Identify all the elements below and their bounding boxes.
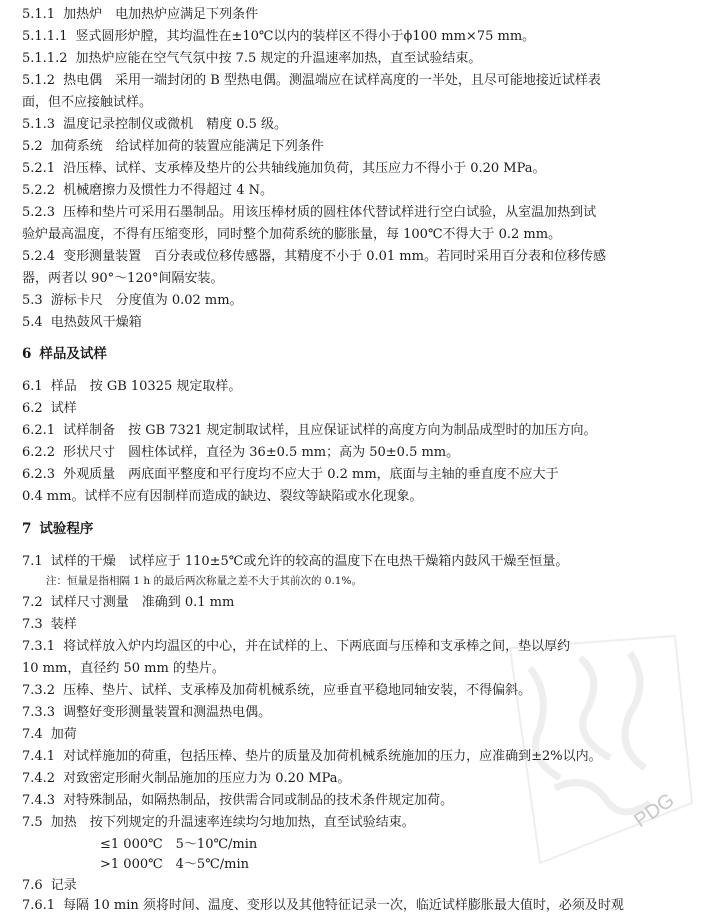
section-heading-6: [22, 345, 107, 363]
clause-continuation: 10 mm，直径约 50 mm 的垫片。: [22, 661, 225, 676]
clause-text: 调整好变形测量装置和测温热电偶。: [63, 705, 272, 720]
clause-7-3-2: [22, 682, 531, 700]
clause-number: 6.2: [22, 401, 43, 416]
clause-text: 游标卡尺 分度值为 0.02 mm。: [50, 293, 243, 308]
clause-number: 7.5: [22, 815, 43, 830]
clause-number: 7.1: [22, 554, 43, 569]
clause-number: 7.4.2: [22, 771, 56, 786]
clause-text: 变形测量装置 百分表或位移传感器，其精度不小于 0.01 mm。若同时采用百分表和位移传感: [63, 249, 606, 264]
clause-text: 试样的干燥 试样应于 110±5℃或允许的较高的温度下在电热干燥箱内鼓风干燥至恒量。: [50, 554, 569, 569]
clause-number: 5.1.1.2: [22, 51, 68, 66]
clause-text: 试样尺寸测量 准确到 0.1 mm: [50, 595, 235, 610]
clause-number: 7.4: [22, 727, 43, 742]
clause-text: 样品 按 GB 10325 规定取样。: [50, 379, 242, 394]
clause-7-4: [22, 726, 77, 744]
clause-number: 7.3.2: [22, 683, 56, 698]
clause-text: 试样: [50, 401, 77, 416]
clause-continuation: 0.4 mm。试样不应有因制样而造成的缺边、裂纹等缺陷或水化现象。: [22, 489, 423, 504]
clause-text: 加荷: [50, 727, 77, 742]
clause-5-2-4: [22, 248, 606, 266]
clause-5-4: [22, 314, 142, 332]
clause-number: 7.3: [22, 617, 43, 632]
clause-text: 加荷系统 给试样加荷的装置应能满足下列条件: [50, 139, 324, 154]
clause-text: 压棒、垫片、试样、支承棒及加荷机械系统，应垂直平稳地同轴安装，不得偏斜。: [63, 683, 532, 698]
section-number: 7: [22, 521, 32, 537]
clause-text: 沿压棒、试样、支承棒及垫片的公共轴线施加负荷，其压应力不得小于 0.20 MPa。: [63, 161, 546, 176]
clause-text: 加热炉应能在空气气氛中按 7.5 规定的升温速率加热，直至试验结束。: [75, 51, 482, 66]
clause-text: 加热 按下列规定的升温速率连续均匀地加热，直至试验结束。: [50, 815, 415, 830]
clause-7-2: [22, 594, 234, 612]
clause-number: 6.2.1: [22, 423, 56, 438]
clause-number: 5.2.1: [22, 161, 56, 176]
clause-text: 装样: [50, 617, 77, 632]
clause-continuation: 器，两者以 90°～120°间隔安装。: [22, 271, 224, 286]
clause-number: 5.2.3: [22, 205, 56, 220]
clause-continuation: 面，但不应接触试样。: [22, 95, 153, 110]
clause-7-6: [22, 877, 77, 895]
clause-7-1: [22, 553, 568, 571]
clause-5-2: [22, 138, 324, 156]
section-title: 样品及试样: [39, 346, 107, 362]
clause-text: 形状尺寸 圆柱体试样，直径为 36±0.5 mm；高为 50±0.5 mm。: [63, 445, 460, 460]
clause-number: 7.3.3: [22, 705, 56, 720]
clause-text: 对试样施加的荷重，包括压棒、垫片的质量及加荷机械系统施加的压力，应准确到±2%以内。: [63, 749, 602, 764]
clause-number: 7.6: [22, 878, 43, 893]
section-title: 试验程序: [39, 521, 94, 537]
clause-5-1-1-2: [22, 50, 481, 68]
seal-stroke: [530, 668, 560, 778]
clause-number: 5.2.2: [22, 183, 56, 198]
clause-number: 5.1.1: [22, 7, 56, 22]
clause-text: 记录: [50, 878, 77, 893]
clause-5-1-1: [22, 6, 258, 24]
clause-6-1: [22, 378, 241, 396]
clause-6-2-1: [22, 422, 597, 440]
seal-stroke: [555, 782, 650, 812]
section-heading-7: [22, 520, 93, 538]
clause-number: 5.4: [22, 315, 43, 330]
clause-number: 6.2.2: [22, 445, 56, 460]
clause-text: 外观质量 两底面平整度和平行度均不应大于 0.2 mm，底面与主轴的垂直度不应大于: [63, 467, 559, 482]
clause-number: 7.2: [22, 595, 43, 610]
clause-5-2-2: [22, 182, 273, 200]
clause-text: 将试样放入炉内均温区的中心，并在试样的上、下两底面与压棒和支承棒之间，垫以厚约: [63, 639, 571, 654]
clause-number: 7.4.1: [22, 749, 56, 764]
clause-continuation: 验炉最高温度，不得有压缩变形，同时整个加荷系统的膨胀量，每 100℃不得大于 0.2 mm。: [22, 227, 562, 242]
clause-text: 压棒和垫片可采用石墨制品。用该压棒材质的圆柱体代替试样进行空白试验，从室温加热到试: [63, 205, 597, 220]
clause-number: 5.2.4: [22, 249, 56, 264]
clause-5-3: [22, 292, 243, 310]
clause-text: 温度记录控制仪或微机 精度 0.5 级。: [63, 117, 288, 132]
clause-6-2-2: [22, 444, 459, 462]
clause-6-2: [22, 400, 77, 418]
clause-text: 对致密定形耐火制品施加的压应力为 0.20 MPa。: [63, 771, 351, 786]
clause-5-2-1: [22, 160, 546, 178]
heating-rate-row: ≤1 000℃ 5～10℃/min: [100, 837, 258, 852]
clause-5-1-3: [22, 116, 287, 134]
clause-number: 7.6.1: [22, 898, 56, 913]
clause-text: 试样制备 按 GB 7321 规定制取试样，且应保证试样的高度方向为制品成型时的加压方向。: [63, 423, 597, 438]
seal-stroke: [625, 653, 645, 768]
clause-text: 热电偶 采用一端封闭的 B 型热电偶。测温端应在试样高度的一半处，且尽可能地接近试样表: [63, 73, 601, 88]
clause-text: 加热炉 电加热炉应满足下列条件: [63, 7, 259, 22]
clause-number: 5.1.3: [22, 117, 56, 132]
seal-stroke: [580, 658, 610, 758]
heating-rate-row: >1 000℃ 4～5℃/min: [100, 857, 249, 872]
clause-7-6-1: [22, 897, 624, 915]
clause-text: 机械磨擦力及惯性力不得超过 4 N。: [63, 183, 273, 198]
clause-7-3: [22, 616, 77, 634]
clause-7-3-3: [22, 704, 271, 722]
watermark-text: PDG: [630, 789, 679, 833]
clause-number: 5.3: [22, 293, 43, 308]
clause-number: 5.1.1.1: [22, 29, 68, 44]
clause-number: 7.4.3: [22, 793, 56, 808]
clause-number: 6.2.3: [22, 467, 56, 482]
clause-text: 每隔 10 min 须将时间、温度、变形以及其他特征记录一次，临近试样膨胀最大值时，必须及时观: [63, 898, 624, 913]
clause-5-1-2: [22, 72, 601, 90]
clause-number: 5.1.2: [22, 73, 56, 88]
note-7-1: 注：恒量是指相隔 1 h 的最后两次称量之差不大于其前次的 0.1%。: [46, 575, 362, 587]
watermark-seal: [470, 628, 700, 878]
clause-text: 对特殊制品，如隔热制品，按供需合同或制品的技术条件规定加荷。: [63, 793, 454, 808]
clause-number: 7.3.1: [22, 639, 56, 654]
section-number: 6: [22, 346, 32, 362]
clause-7-4-3: [22, 792, 453, 810]
clause-6-2-3: [22, 466, 559, 484]
clause-number: 5.2: [22, 139, 43, 154]
clause-7-4-2: [22, 770, 351, 788]
clause-text: 电热鼓风干燥箱: [50, 315, 142, 330]
clause-5-1-1-1: [22, 28, 535, 46]
clause-text: 竖式圆形炉膛，其均温性在±10℃以内的装样区不得小于ϕ100 mm×75 mm。: [75, 29, 536, 44]
clause-number: 6.1: [22, 379, 43, 394]
clause-7-5: [22, 814, 415, 832]
clause-5-2-3: [22, 204, 596, 222]
